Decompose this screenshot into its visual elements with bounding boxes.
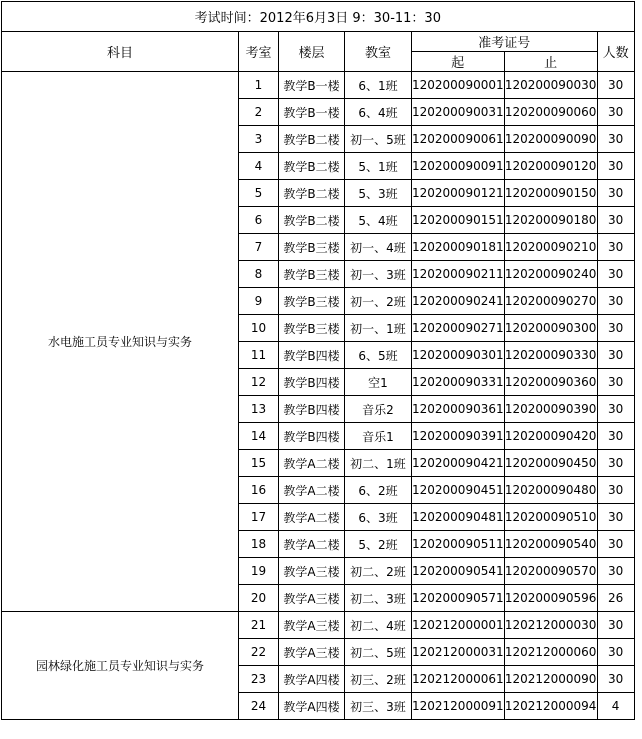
count-cell: 30: [597, 396, 634, 423]
count-cell: 30: [597, 342, 634, 369]
count-cell: 30: [597, 261, 634, 288]
ticket-from-cell: 120200090331: [412, 369, 505, 396]
room-cell: 17: [239, 504, 279, 531]
classroom-cell: 空1: [345, 369, 412, 396]
classroom-cell: 初一、1班: [345, 315, 412, 342]
count-cell: 30: [597, 153, 634, 180]
count-cell: 30: [597, 288, 634, 315]
ticket-to-cell: 120212000060: [504, 639, 597, 666]
floor-cell: 教学A二楼: [279, 531, 345, 558]
floor-cell: 教学B二楼: [279, 153, 345, 180]
classroom-cell: 音乐2: [345, 396, 412, 423]
table-row: [2, 612, 635, 639]
classroom-cell: 初二、1班: [345, 450, 412, 477]
ticket-from-cell: 120200090061: [412, 126, 505, 153]
classroom-cell: 6、1班: [345, 72, 412, 99]
floor-cell: 教学B四楼: [279, 423, 345, 450]
ticket-to-cell: 120212000030: [504, 612, 597, 639]
classroom-cell: 6、3班: [345, 504, 412, 531]
ticket-from-cell: 120200090481: [412, 504, 505, 531]
room-cell: 19: [239, 558, 279, 585]
count-cell: 4: [597, 693, 634, 720]
classroom-cell: 6、2班: [345, 477, 412, 504]
room-cell: 16: [239, 477, 279, 504]
room-cell: 9: [239, 288, 279, 315]
ticket-from-cell: 120212000061: [412, 666, 505, 693]
classroom-cell: 初一、5班: [345, 126, 412, 153]
room-cell: 7: [239, 234, 279, 261]
ticket-from-cell: 120200090511: [412, 531, 505, 558]
classroom-cell: 初二、2班: [345, 558, 412, 585]
count-cell: 30: [597, 180, 634, 207]
classroom-cell: 初三、3班: [345, 693, 412, 720]
count-cell: 30: [597, 666, 634, 693]
header-count: 人数: [597, 32, 634, 72]
floor-cell: 教学B三楼: [279, 261, 345, 288]
ticket-from-cell: 120200090451: [412, 477, 505, 504]
ticket-to-cell: 120200090596: [504, 585, 597, 612]
floor-cell: 教学B四楼: [279, 369, 345, 396]
subject-cell: 水电施工员专业知识与实务: [2, 72, 239, 612]
floor-cell: 教学A三楼: [279, 612, 345, 639]
ticket-from-cell: 120212000031: [412, 639, 505, 666]
exam-time-title: 考试时间：2012年6月3日 9：30-11：30: [2, 2, 635, 32]
room-cell: 18: [239, 531, 279, 558]
ticket-from-cell: 120200090301: [412, 342, 505, 369]
room-cell: 4: [239, 153, 279, 180]
floor-cell: 教学B三楼: [279, 288, 345, 315]
room-cell: 11: [239, 342, 279, 369]
ticket-to-cell: 120200090240: [504, 261, 597, 288]
room-cell: 21: [239, 612, 279, 639]
floor-cell: 教学A二楼: [279, 450, 345, 477]
floor-cell: 教学B三楼: [279, 234, 345, 261]
floor-cell: 教学B二楼: [279, 180, 345, 207]
subject-cell: 园林绿化施工员专业知识与实务: [2, 612, 239, 720]
floor-cell: 教学B四楼: [279, 342, 345, 369]
ticket-to-cell: 120200090330: [504, 342, 597, 369]
ticket-to-cell: 120200090570: [504, 558, 597, 585]
ticket-to-cell: 120200090030: [504, 72, 597, 99]
classroom-cell: 初一、4班: [345, 234, 412, 261]
count-cell: 30: [597, 72, 634, 99]
floor-cell: 教学A三楼: [279, 558, 345, 585]
classroom-cell: 5、4班: [345, 207, 412, 234]
ticket-to-cell: 120200090060: [504, 99, 597, 126]
floor-cell: 教学A二楼: [279, 504, 345, 531]
ticket-from-cell: 120200090571: [412, 585, 505, 612]
room-cell: 1: [239, 72, 279, 99]
header-to: 止: [504, 52, 597, 72]
count-cell: 30: [597, 558, 634, 585]
count-cell: 30: [597, 531, 634, 558]
count-cell: 30: [597, 477, 634, 504]
floor-cell: 教学A四楼: [279, 693, 345, 720]
count-cell: 30: [597, 612, 634, 639]
header-classroom: 教室: [345, 32, 412, 72]
count-cell: 30: [597, 99, 634, 126]
ticket-to-cell: 120200090210: [504, 234, 597, 261]
count-cell: 30: [597, 234, 634, 261]
room-cell: 22: [239, 639, 279, 666]
ticket-from-cell: 120212000001: [412, 612, 505, 639]
header-from: 起: [412, 52, 505, 72]
ticket-from-cell: 120200090091: [412, 153, 505, 180]
ticket-from-cell: 120200090361: [412, 396, 505, 423]
ticket-to-cell: 120200090510: [504, 504, 597, 531]
floor-cell: 教学A四楼: [279, 666, 345, 693]
room-cell: 3: [239, 126, 279, 153]
classroom-cell: 5、2班: [345, 531, 412, 558]
classroom-cell: 初二、5班: [345, 639, 412, 666]
header-floor: 楼层: [279, 32, 345, 72]
count-cell: 30: [597, 126, 634, 153]
ticket-from-cell: 120200090001: [412, 72, 505, 99]
classroom-cell: 初一、2班: [345, 288, 412, 315]
title-row: [2, 2, 635, 32]
ticket-from-cell: 120200090211: [412, 261, 505, 288]
ticket-from-cell: 120200090271: [412, 315, 505, 342]
ticket-from-cell: 120200090121: [412, 180, 505, 207]
ticket-from-cell: 120200090031: [412, 99, 505, 126]
ticket-to-cell: 120200090420: [504, 423, 597, 450]
table-row: [2, 72, 635, 99]
count-cell: 30: [597, 369, 634, 396]
floor-cell: 教学A三楼: [279, 639, 345, 666]
ticket-to-cell: 120200090300: [504, 315, 597, 342]
room-cell: 5: [239, 180, 279, 207]
ticket-from-cell: 120200090151: [412, 207, 505, 234]
classroom-cell: 5、3班: [345, 180, 412, 207]
room-cell: 10: [239, 315, 279, 342]
classroom-cell: 6、4班: [345, 99, 412, 126]
count-cell: 30: [597, 207, 634, 234]
exam-schedule-table: [1, 1, 635, 720]
room-cell: 14: [239, 423, 279, 450]
room-cell: 13: [239, 396, 279, 423]
ticket-to-cell: 120212000090: [504, 666, 597, 693]
ticket-from-cell: 120200090181: [412, 234, 505, 261]
classroom-cell: 6、5班: [345, 342, 412, 369]
floor-cell: 教学B一楼: [279, 99, 345, 126]
room-cell: 23: [239, 666, 279, 693]
count-cell: 26: [597, 585, 634, 612]
room-cell: 8: [239, 261, 279, 288]
ticket-to-cell: 120200090090: [504, 126, 597, 153]
ticket-from-cell: 120200090241: [412, 288, 505, 315]
floor-cell: 教学B二楼: [279, 207, 345, 234]
ticket-to-cell: 120200090540: [504, 531, 597, 558]
floor-cell: 教学B一楼: [279, 72, 345, 99]
floor-cell: 教学B二楼: [279, 126, 345, 153]
header-ticket-range: 准考证号: [412, 32, 598, 52]
room-cell: 6: [239, 207, 279, 234]
classroom-cell: 音乐1: [345, 423, 412, 450]
header-subject: 科目: [2, 32, 239, 72]
ticket-to-cell: 120200090390: [504, 396, 597, 423]
classroom-cell: 5、1班: [345, 153, 412, 180]
ticket-from-cell: 120200090391: [412, 423, 505, 450]
count-cell: 30: [597, 504, 634, 531]
classroom-cell: 初三、2班: [345, 666, 412, 693]
floor-cell: 教学A三楼: [279, 585, 345, 612]
floor-cell: 教学B三楼: [279, 315, 345, 342]
floor-cell: 教学A二楼: [279, 477, 345, 504]
room-cell: 24: [239, 693, 279, 720]
classroom-cell: 初一、3班: [345, 261, 412, 288]
classroom-cell: 初二、4班: [345, 612, 412, 639]
count-cell: 30: [597, 423, 634, 450]
ticket-to-cell: 120200090180: [504, 207, 597, 234]
ticket-to-cell: 120200090120: [504, 153, 597, 180]
floor-cell: 教学B四楼: [279, 396, 345, 423]
room-cell: 12: [239, 369, 279, 396]
ticket-to-cell: 120212000094: [504, 693, 597, 720]
ticket-to-cell: 120200090150: [504, 180, 597, 207]
room-cell: 15: [239, 450, 279, 477]
header-room: 考室: [239, 32, 279, 72]
ticket-to-cell: 120200090360: [504, 369, 597, 396]
classroom-cell: 初二、3班: [345, 585, 412, 612]
ticket-to-cell: 120200090480: [504, 477, 597, 504]
ticket-from-cell: 120200090421: [412, 450, 505, 477]
ticket-from-cell: 120212000091: [412, 693, 505, 720]
room-cell: 20: [239, 585, 279, 612]
count-cell: 30: [597, 450, 634, 477]
ticket-to-cell: 120200090270: [504, 288, 597, 315]
room-cell: 2: [239, 99, 279, 126]
count-cell: 30: [597, 315, 634, 342]
ticket-to-cell: 120200090450: [504, 450, 597, 477]
ticket-from-cell: 120200090541: [412, 558, 505, 585]
header-row: [2, 32, 635, 52]
count-cell: 30: [597, 639, 634, 666]
